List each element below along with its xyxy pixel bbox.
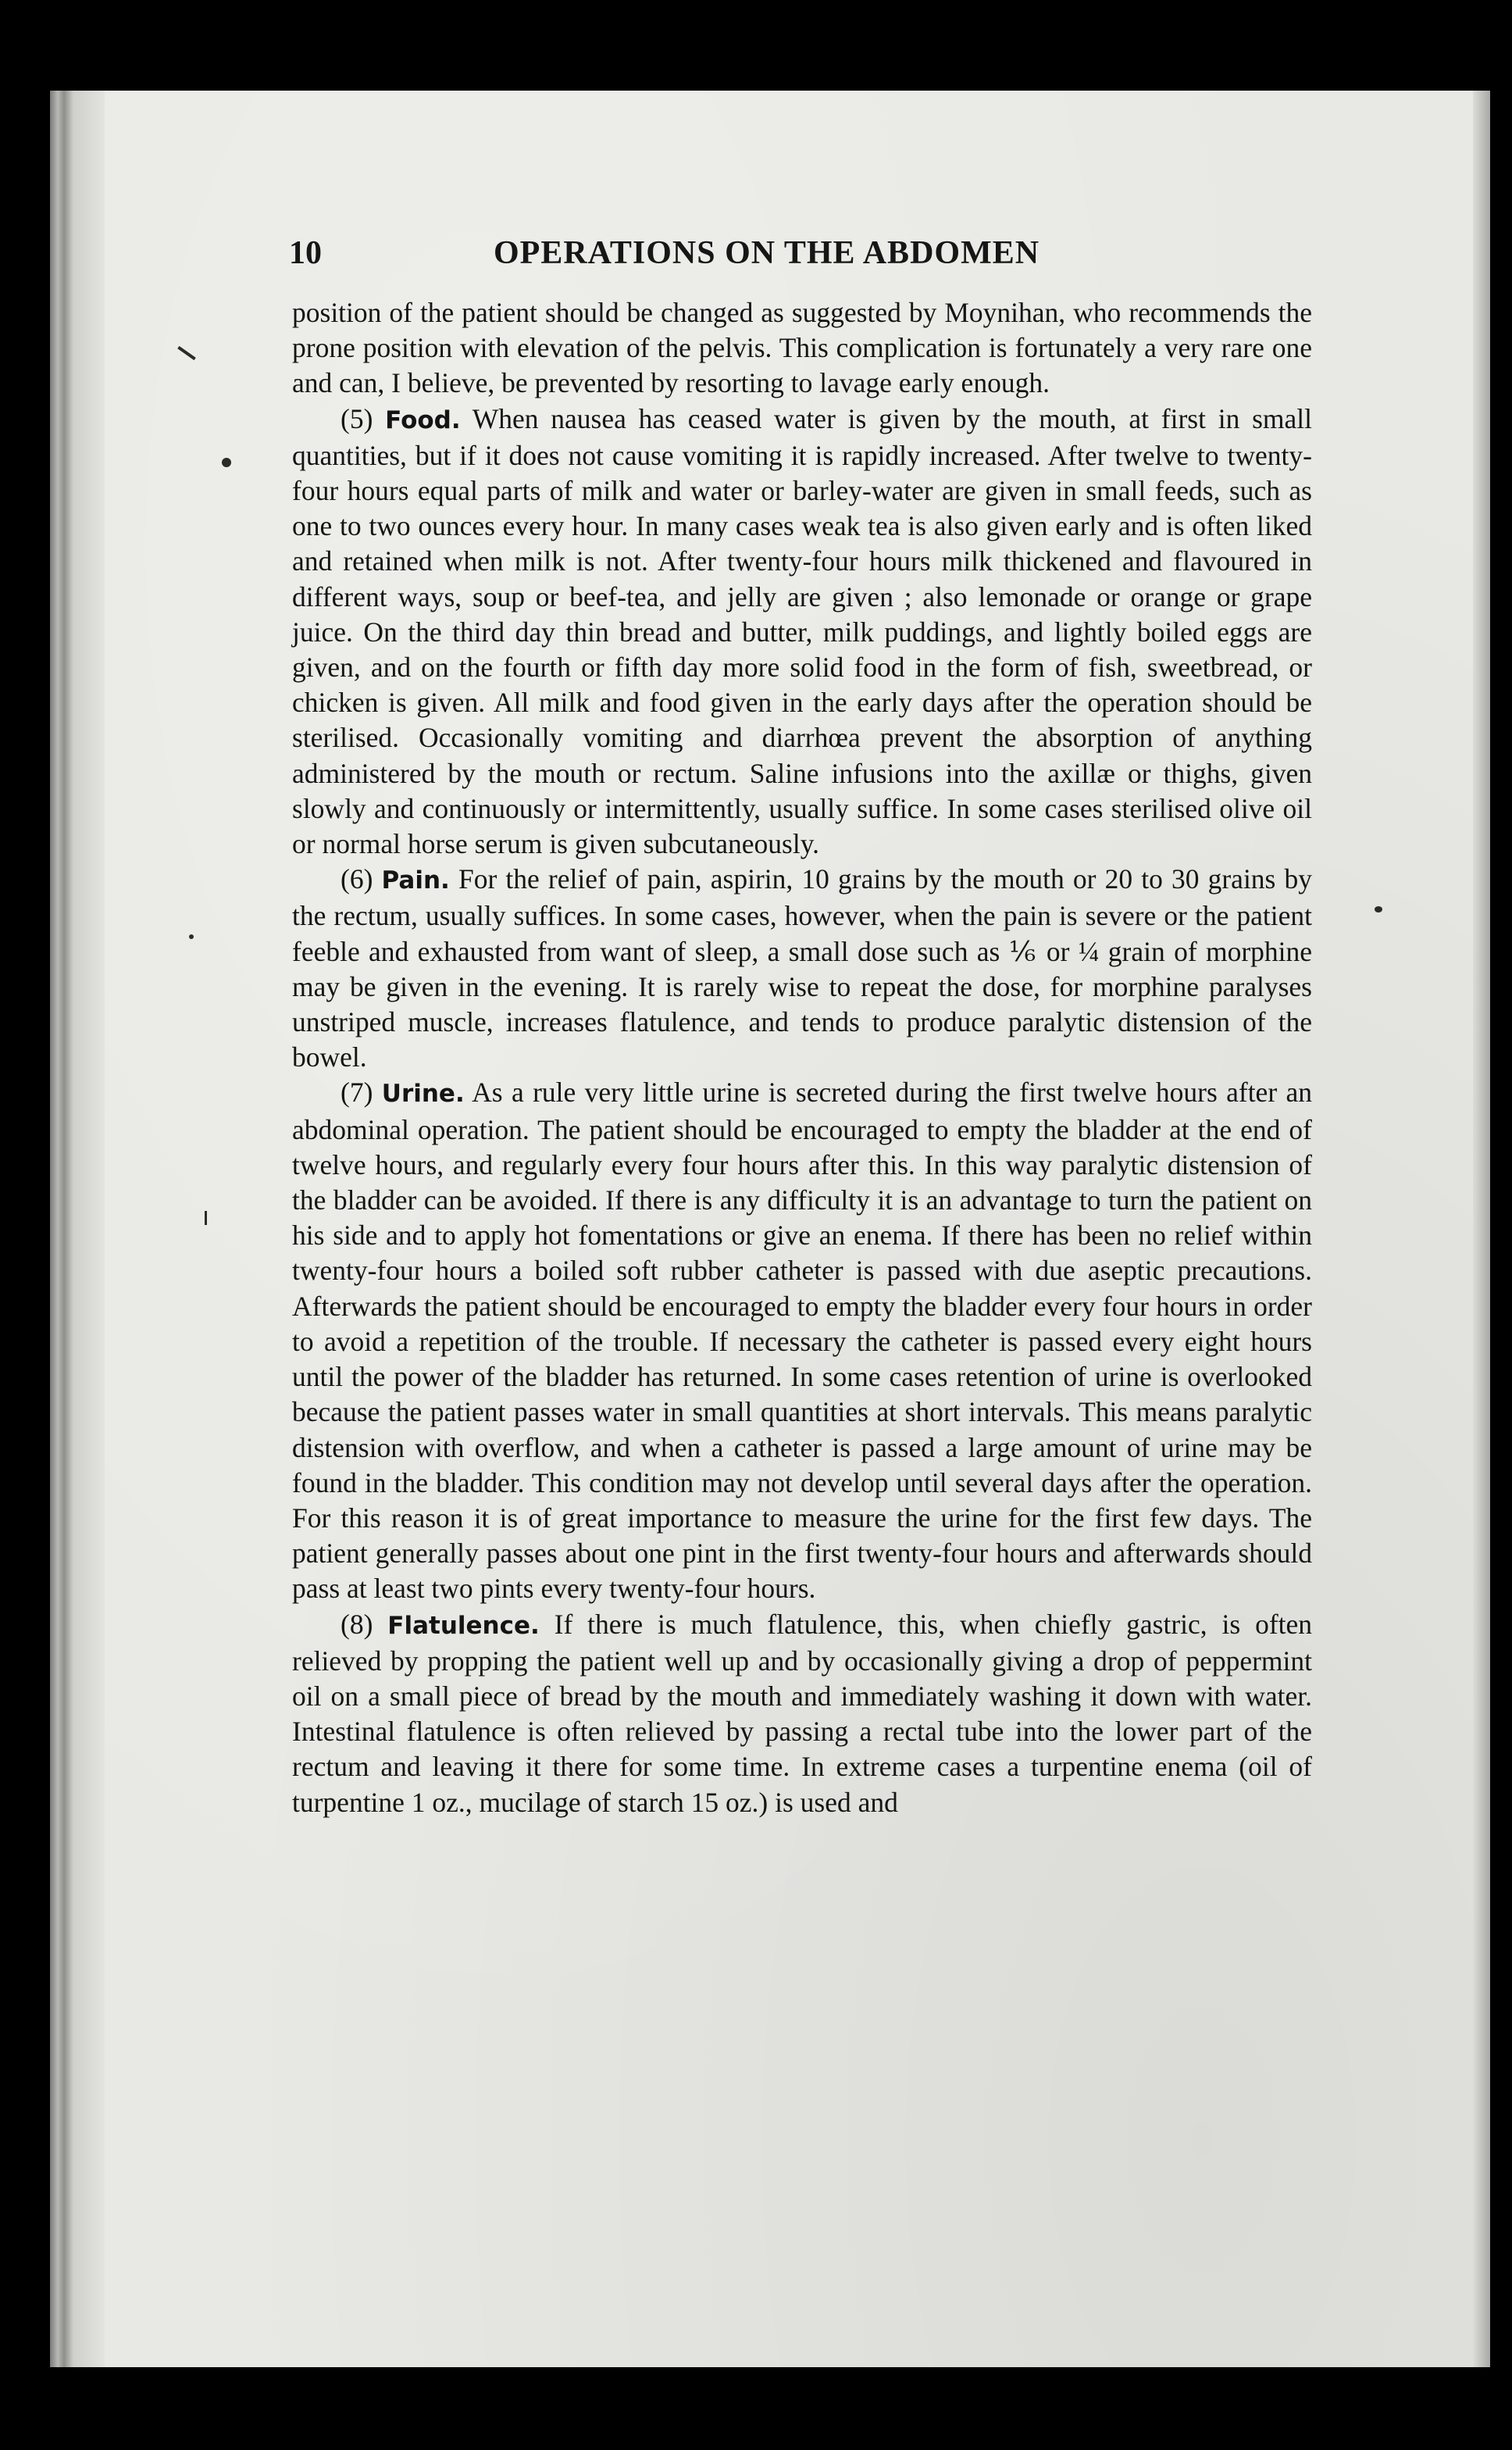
section-number: (6) — [341, 863, 373, 895]
body-text — [292, 295, 1312, 1820]
page-gutter — [50, 91, 105, 2367]
section-number: (5) — [341, 402, 373, 434]
page-edge — [1473, 91, 1490, 2367]
paragraph-urine — [292, 1075, 1312, 1606]
scan-mark — [189, 934, 194, 939]
paragraph-food — [292, 402, 1312, 862]
page-header — [289, 234, 1320, 289]
section-heading: Pain. — [381, 866, 450, 895]
paragraph-text: When nausea has ceased water is given by the mouth, at first in small quantities, but if it does not cause vomiting it is rapidly increased. After twelve to twenty-four hours equal parts of milk and water or barley-water are given in small feeds, such as one to two ounces every hour. In many cases weak tea is also given early and is often liked and retained when milk is not. After twenty-four hours milk thickened and flavoured in different ways, soup or beef-tea, and jelly are given ; also lemonade or orange or grape juice. On the third day thin bread and butter, milk puddings, and lightly boiled eggs are given, and on the fourth or fifth day more solid food in the form of fish, sweetbread, or chicken is given. All milk and food given in the early days after the operation should be sterilised. Occasionally vomiting and diarrhœa prevent the absorption of anything administered by the mouth or rectum. Saline infusions into the axillæ or thighs, given slowly and continuously or intermittently, usually suffice. In some cases sterilised olive oil or normal horse serum is given subcutaneously. — [292, 402, 1313, 860]
paragraph-text: If there is much flatulence, this, when chiefly gastric, is often relieved by propping the patient well up and by occasionally giving a drop of peppermint oil on a small piece of bread by the mouth and immediately washing it down with water. Intestinal flatulence is often relieved by passing a rectal tube into the lower part of the rectum and leaving it there for some time. In extreme cases a turpentine enema (oil of turpentine 1 oz., mucilage of starch 15 oz.) is used and — [292, 1608, 1313, 1818]
paragraph-pain — [292, 862, 1312, 1075]
section-heading: Food. — [385, 405, 461, 434]
running-title: OPERATIONS ON THE ABDOMEN — [494, 235, 1040, 271]
paragraph-text: or — [1046, 935, 1070, 967]
section-heading: Flatulence. — [387, 1611, 540, 1640]
section-number: (8) — [341, 1608, 373, 1640]
page-number: 10 — [289, 235, 322, 271]
scan-mark — [205, 1211, 207, 1225]
section-number: (7) — [341, 1077, 373, 1109]
scan-mark — [1375, 906, 1382, 912]
paragraph-text: grain of morphine may be given in the evening. It is rarely wise to repeat the dose, for morphine paralyses unstriped muscle, increases flatulence, and tends to produce paralytic distension of the bowel. — [292, 935, 1313, 1073]
paragraph-flatulence — [292, 1607, 1312, 1820]
fraction: ⅙ — [1008, 935, 1038, 967]
fraction: ¼ — [1078, 935, 1100, 967]
section-heading: Urine. — [381, 1080, 465, 1109]
paragraph-text: position of the patient should be changed as suggested by Moynihan, who recommends the prone position with elevation of the pelvis. This complication is fortunately a very rare one and can, I believe, be prevented by resorting to lavage early enough. — [292, 297, 1312, 399]
scan-mark — [222, 458, 231, 467]
paragraph-text: For the relief of pain, aspirin, 10 grains by the mouth or 20 to 30 grains by the rectum, usually suffices. In some cases, however, when the pain is severe or the patient feeble and exhausted from want of sleep, a small dose such as — [292, 863, 1313, 967]
paragraph-text: As a rule very little urine is secreted during the first twelve hours after an abdominal operation. The patient should be encouraged to empty the bladder at the end of twelve hours, and regularly every four hours after this. In this way paralytic distension of the bladder can be avoided. If there is any difficulty it is an advantage to turn the patient on his side and to apply hot fomentations or give an enema. If there has been no relief within twenty-four hours a boiled soft rubber catheter is passed with due aseptic precautions. Afterwards the patient should be encouraged to empty the bladder every four hours in order to avoid a repetition of the trouble. If necessary the catheter is passed every eight hours until the power of the bladder has returned. In some cases retention of urine is overlooked because the patient passes water in small quantities at short intervals. This means paralytic distension with overflow, and when a catheter is passed a large amount of urine may be found in the bladder. This condition may not develop until several days after the operation. For this reason it is of great importance to measure the urine for the first few days. The patient generally passes about one pint in the first twenty-four hours and afterwards should pass at least two pints every twenty-four hours. — [292, 1077, 1313, 1605]
paragraph-continuation — [292, 295, 1312, 402]
